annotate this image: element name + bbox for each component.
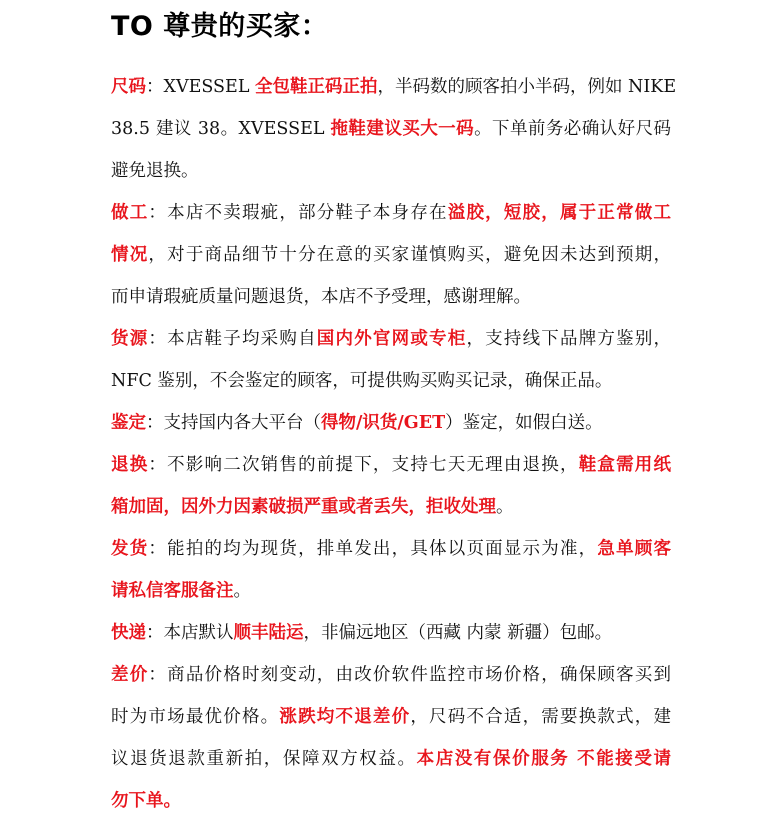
text-line	[111, 486, 671, 528]
body-text: ，非偏远地区（西藏 内蒙 新疆）包邮。	[303, 623, 613, 643]
highlight-text: 国内外官网或专柜	[316, 329, 467, 349]
body-text: 。	[496, 497, 514, 517]
body-text: ，对于商品细节十分在意的买家谨慎购买，避免因未达到预期，	[148, 245, 672, 265]
text-line	[111, 318, 671, 360]
section-source	[111, 318, 671, 402]
text-line	[111, 192, 671, 234]
body-text: ：支持国内各大平台（	[146, 413, 321, 433]
text-line	[111, 234, 671, 276]
text-line	[111, 108, 671, 150]
highlight-text: 涨跌均不退差价	[279, 707, 411, 727]
body-text: ：不影响二次销售的前提下，支持七天无理由退换，	[148, 455, 579, 475]
text-line	[111, 528, 671, 570]
text-line	[111, 738, 671, 780]
text-line	[111, 696, 671, 738]
body-text: ，尺码不合适，需要换款式，建	[410, 707, 672, 727]
body-text: 避免退换。	[111, 161, 199, 181]
highlight-text: 货源	[111, 329, 149, 349]
highlight-text: 急单顾客	[597, 539, 672, 559]
section-price	[111, 654, 671, 822]
highlight-text: 情况	[111, 245, 149, 265]
body-text: NFC 鉴别，不会鉴定的顾客，可提供购买购买记录，确保正品。	[111, 371, 613, 391]
body-text: ：商品价格时刻变动，由改价软件监控市场价格，确保顾客买到	[148, 665, 672, 685]
highlight-text: 鞋盒需用纸	[578, 455, 672, 475]
body-text: ：XVESSEL	[146, 77, 255, 97]
body-text: 而申请瑕疵质量问题退货，本店不予受理，感谢理解。	[111, 287, 531, 307]
body-text: 38.5 建议 38。XVESSEL	[111, 119, 331, 139]
page-title: TO 尊贵的买家：	[111, 11, 329, 42]
body-text: ，半码数的顾客拍小半码，例如 NIKE	[377, 77, 677, 97]
highlight-text: 尺码	[111, 77, 146, 97]
highlight-text: 做工	[111, 203, 149, 223]
body-text: 。	[233, 581, 251, 601]
text-line	[111, 66, 677, 108]
text-line	[111, 402, 671, 444]
text-line	[111, 360, 671, 402]
text-line	[111, 444, 671, 486]
highlight-text: 得物/识货/GET	[321, 413, 446, 433]
highlight-text: 箱加固，因外力因素破损严重或者丢失，拒收处理	[111, 497, 496, 517]
text-line	[111, 570, 671, 612]
highlight-text: 溢胶，短胶，属于正常做工	[447, 203, 672, 223]
body-text: 。下单前务必确认好尺码	[474, 119, 672, 139]
body-text: ：能拍的均为现货，排单发出，具体以页面显示为准，	[148, 539, 598, 559]
body-text: 时为市场最优价格。	[111, 707, 280, 727]
highlight-text: 退换	[111, 455, 149, 475]
highlight-text: 勿下单。	[111, 791, 181, 811]
body-text: ，支持线下品牌方鉴别，	[466, 329, 672, 349]
text-line	[111, 276, 671, 318]
text-line	[111, 780, 671, 822]
section-courier	[111, 612, 671, 654]
section-shipping	[111, 528, 671, 612]
body-text: ：本店不卖瑕疵，部分鞋子本身存在	[148, 203, 448, 223]
section-returns	[111, 444, 671, 528]
section-size	[111, 66, 677, 192]
body-text: ：本店鞋子均采购自	[148, 329, 317, 349]
body-text: ：本店默认	[146, 623, 234, 643]
highlight-text: 差价	[111, 665, 149, 685]
highlight-text: 鉴定	[111, 413, 146, 433]
body-text: 议退货退款重新拍，保障双方权益。	[111, 749, 417, 769]
text-line	[111, 150, 671, 192]
text-line	[111, 654, 671, 696]
highlight-text: 快递	[111, 623, 146, 643]
highlight-text: 顺丰陆运	[233, 623, 304, 643]
highlight-text: 全包鞋正码正拍	[255, 77, 378, 97]
highlight-text: 本店没有保价服务 不能接受请	[416, 749, 672, 769]
section-authentication	[111, 402, 671, 444]
section-workmanship	[111, 192, 671, 318]
highlight-text: 发货	[111, 539, 149, 559]
text-line	[111, 612, 671, 654]
highlight-text: 拖鞋建议买大一码	[330, 119, 475, 139]
body-text: ）鉴定，如假白送。	[445, 413, 603, 433]
highlight-text: 请私信客服备注	[111, 581, 234, 601]
